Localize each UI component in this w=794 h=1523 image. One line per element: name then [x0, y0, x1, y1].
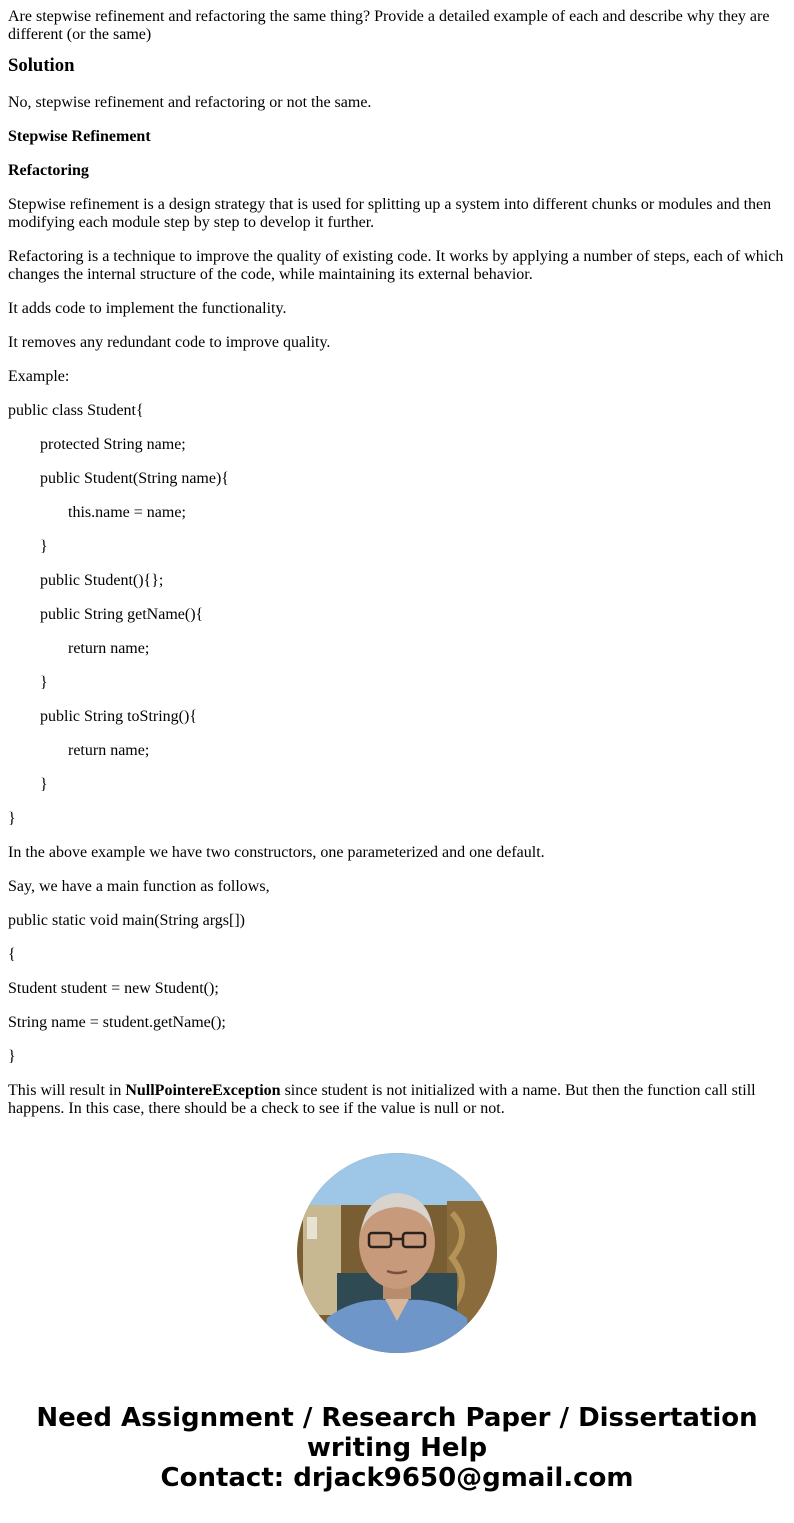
heading-stepwise-refinement: Stepwise Refinement [8, 128, 151, 145]
code-line: } [8, 810, 16, 827]
code-line: String name = student.getName(); [8, 1014, 226, 1031]
code-line: { [8, 946, 16, 963]
code-line: } [40, 538, 48, 555]
constructors-text: In the above example we have two constructors, one parameterized and one default. [8, 844, 545, 861]
author-avatar [297, 1153, 497, 1353]
code-line: public Student(String name){ [40, 470, 229, 487]
code-line: Student student = new Student(); [8, 980, 219, 997]
help-banner [0, 1403, 794, 1493]
code-line: public String toString(){ [40, 708, 198, 725]
example-label: Example: [8, 368, 70, 385]
question-text: Are stepwise refinement and refactoring the same thing? Provide a detailed example of each and describe why they are different (or the same) [8, 8, 770, 43]
npe-text-before: This will result in [8, 1082, 126, 1099]
code-line: } [8, 1048, 16, 1065]
heading-refactoring: Refactoring [8, 162, 89, 179]
code-line: public Student(){}; [40, 572, 164, 589]
stepwise-definition: Stepwise refinement is a design strategy that is used for splitting up a system into different chunks or modules and then modifying each module step by step to develop it further. [8, 196, 772, 231]
removes-code-text: It removes any redundant code to improve quality. [8, 334, 331, 351]
code-line: public class Student{ [8, 402, 144, 419]
answer-intro: No, stepwise refinement and refactoring or not the same. [8, 94, 372, 111]
code-line: public static void main(String args[]) [8, 912, 245, 929]
refactoring-definition: Refactoring is a technique to improve the quality of existing code. It works by applying a number of steps, each of which changes the internal structure of the code, while maintaining its external behavior. [8, 248, 784, 283]
code-line: return name; [68, 640, 150, 657]
code-line: protected String name; [40, 436, 186, 453]
adds-code-text: It adds code to implement the functionality. [8, 300, 287, 317]
npe-exception-name: NullPointereException [125, 1082, 281, 1099]
code-line: return name; [68, 742, 150, 759]
code-line: this.name = name; [68, 504, 186, 521]
help-banner-line2: writing Help [306, 1433, 488, 1463]
npe-text-after: since student is not initialized with a name. But then the function call still happens. In this case, there should be a check to see if the value is null or not. [8, 1082, 756, 1117]
solution-heading: Solution [8, 55, 75, 76]
npe-paragraph [8, 1082, 786, 1118]
code-line: } [40, 674, 48, 691]
help-banner-line1: Need Assignment / Research Paper / Dissertation [36, 1403, 758, 1433]
main-intro-text: Say, we have a main function as follows, [8, 878, 270, 895]
code-line: } [40, 776, 48, 793]
code-line: public String getName(){ [40, 606, 204, 623]
help-banner-contact: Contact: drjack9650@gmail.com [160, 1463, 634, 1493]
solution-content [8, 8, 786, 1124]
